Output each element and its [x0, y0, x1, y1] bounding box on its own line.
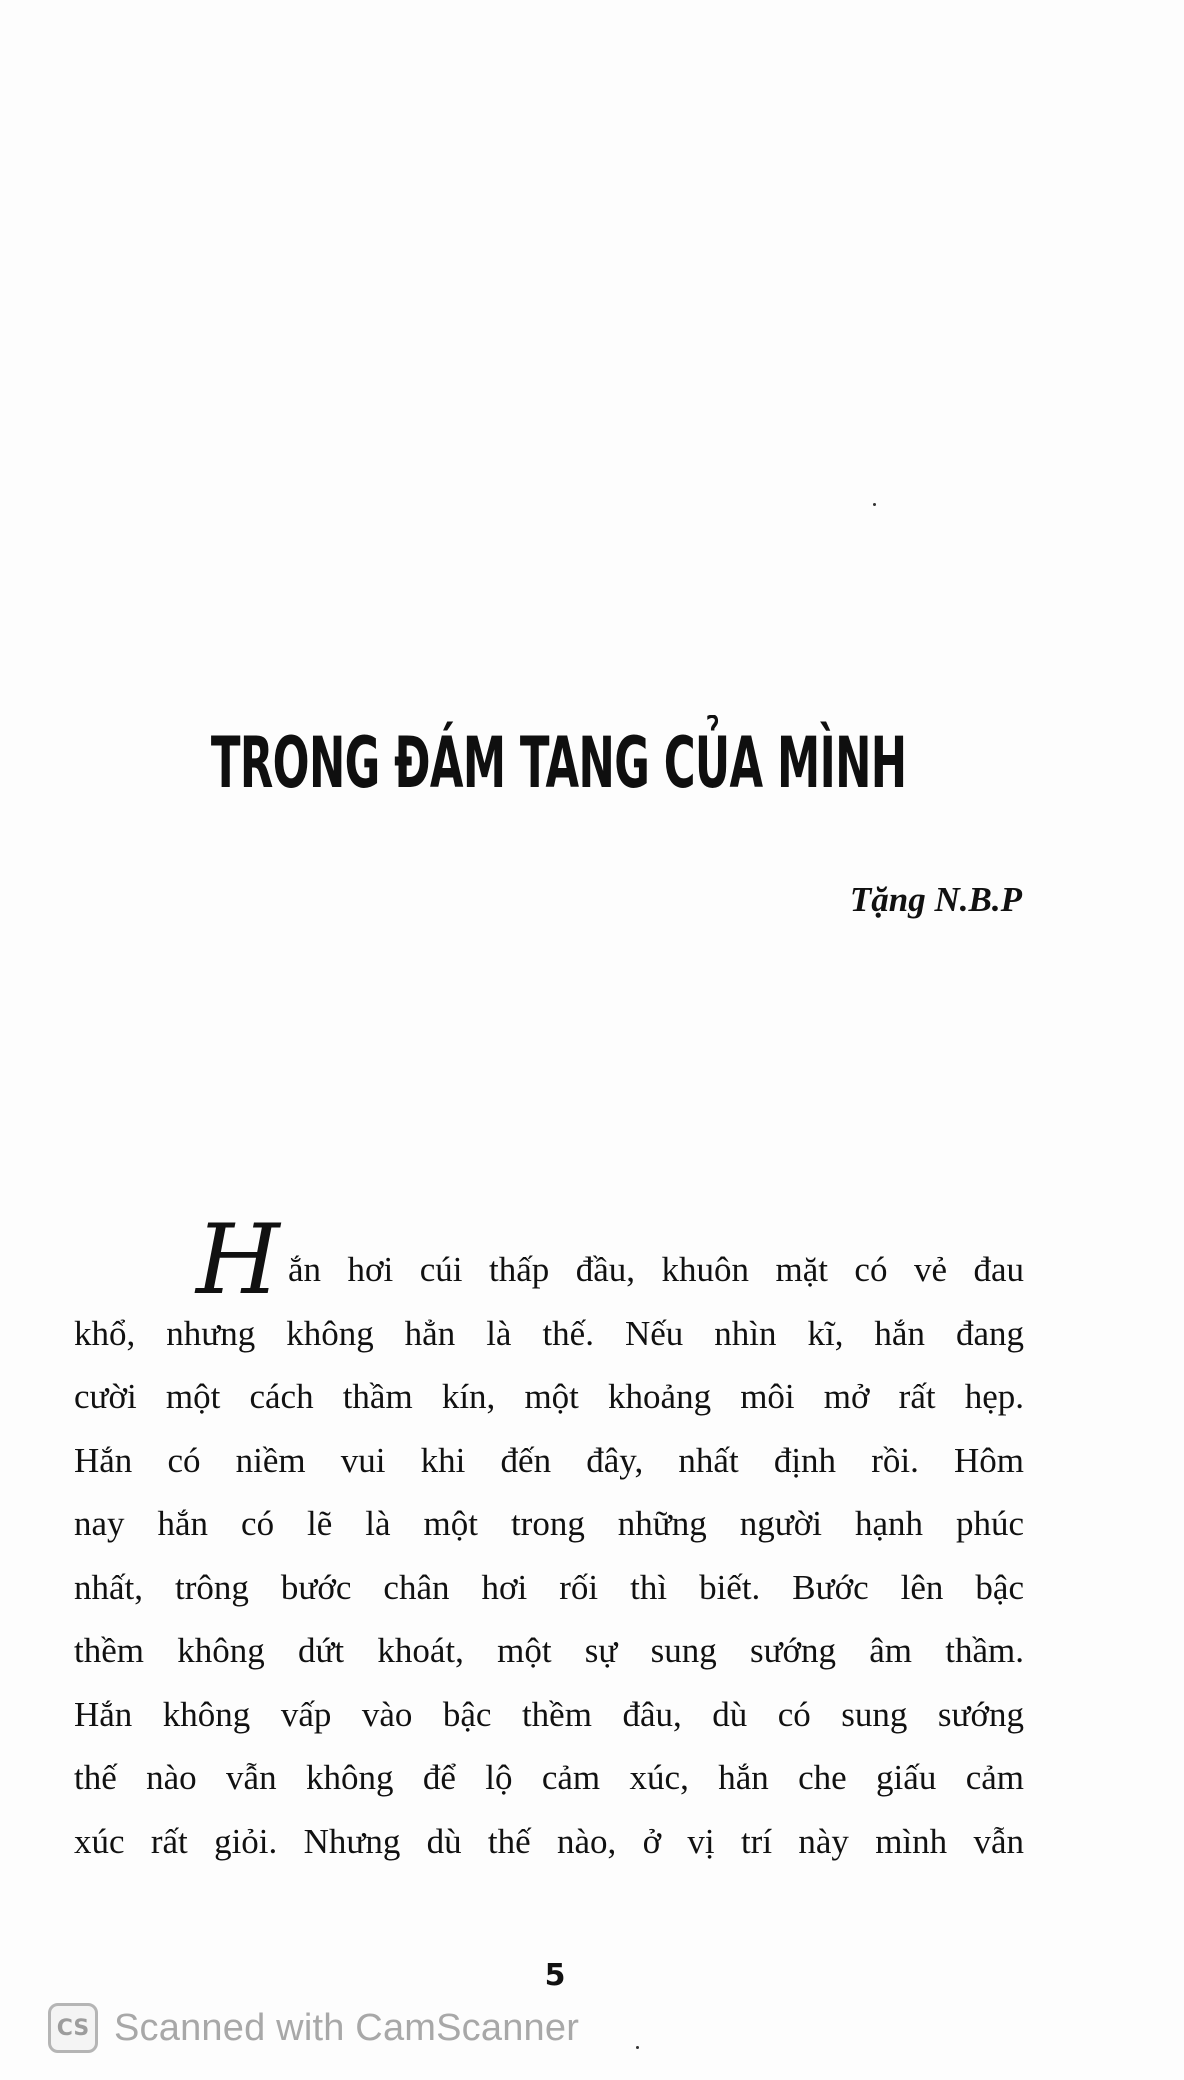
text-line: thềm không dứt khoát, một sự sung sướng âm thầm.: [74, 1631, 1024, 1670]
watermark-text: Scanned with CamScanner: [114, 2006, 580, 2049]
drop-cap: H: [196, 1204, 280, 1316]
text-line: nay hắn có lẽ là một trong những người hạnh phúc: [74, 1504, 1024, 1543]
text-line: xúc rất giỏi. Nhưng dù thế nào, ở vị trí này mình vẫn: [74, 1821, 1024, 1861]
text-line: nhất, trông bước chân hơi rối thì biết. Bước lên bậc: [74, 1567, 1024, 1607]
camscanner-watermark: [48, 2000, 579, 2056]
chapter-title: TRONG ĐÁM TANG CỦA MÌNH: [210, 722, 907, 804]
camscanner-logo-icon: CS: [48, 2003, 98, 2053]
text-line: cười một cách thầm kín, một khoảng môi mở rất hẹp.: [74, 1377, 1024, 1416]
text-line: Hắn có niềm vui khi đến đây, nhất định rồi. Hôm: [74, 1440, 1024, 1480]
text-line: Hắn không vấp vào bậc thềm đâu, dù có sung sướng: [74, 1694, 1024, 1734]
dedication: Tặng N.B.P: [849, 880, 1022, 919]
text-line: khổ, nhưng không hẳn là thế. Nếu nhìn kĩ, hắn đang: [74, 1313, 1024, 1353]
text-line: thế nào vẫn không để lộ cảm xúc, hắn che giấu cảm: [74, 1758, 1024, 1797]
body-paragraph: [74, 1238, 1024, 1873]
text-line: ắn hơi cúi thấp đầu, khuôn mặt có vẻ đau: [288, 1250, 1024, 1289]
scan-speck: [636, 2046, 639, 2049]
page-number: 5: [544, 1958, 566, 1993]
scan-speck: [873, 503, 876, 506]
